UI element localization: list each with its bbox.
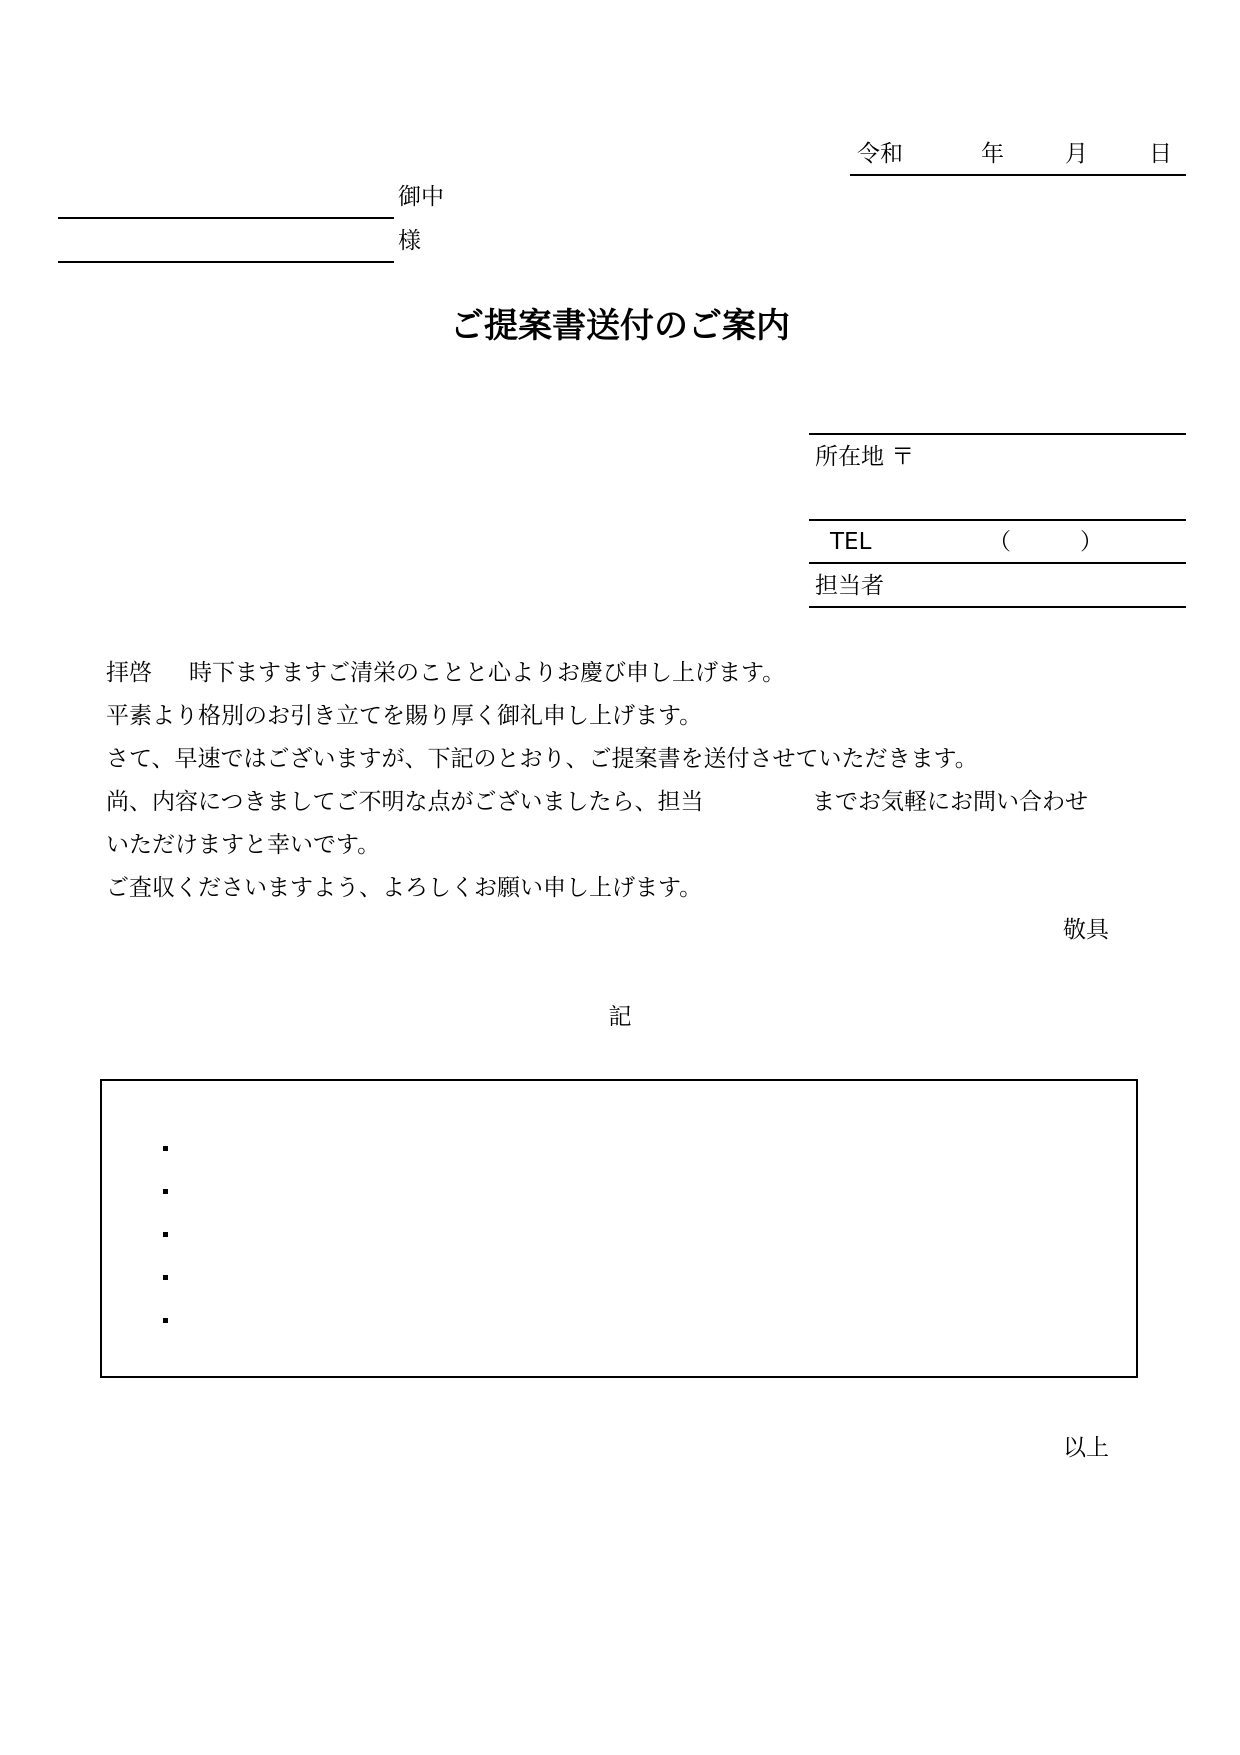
list-bullet [163,1275,168,1280]
list-bullet [163,1189,168,1194]
greeting-opening: 拝啓 [106,660,152,686]
body-line-4-end: までお気軽にお問い合わせ [812,789,1088,815]
date-era-label: 令和 [857,141,903,167]
body-line-4-start: 尚、内容につきましてご不明な点がございましたら、担当 [106,789,704,815]
body-line-2: 平素より格別のお引き立てを賜り厚く御礼申し上げます。 [106,703,703,729]
date-underline [850,174,1186,176]
body-line-5: いただけますと幸いです。 [106,832,381,858]
body-line-1: 時下ますますご清栄のことと心よりお慶び申し上げます。 [189,660,786,686]
ki-heading: 記 [608,1004,632,1030]
recipient-person-line [58,261,394,263]
recipient-company-suffix: 御中 [398,184,444,210]
sender-top-line [809,433,1186,435]
sender-tel-line [809,562,1186,564]
sender-contact-label: 担当者 [815,573,884,599]
recipient-person-suffix: 様 [398,228,421,254]
date-year-label: 年 [981,141,1004,167]
date-month-label: 月 [1065,141,1088,167]
sender-address-line [809,519,1186,521]
list-bullet [163,1232,168,1237]
document-title: ご提案書送付のご案内 [450,306,790,346]
sender-address-label: 所在地 〒 [815,444,915,470]
list-bullet [163,1146,168,1151]
list-bullet [163,1318,168,1323]
date-day-label: 日 [1149,141,1172,167]
sender-tel-label: TEL [830,529,872,555]
sender-contact-line [809,606,1186,608]
body-line-6: ご査収くださいますよう、よろしくお願い申し上げます。 [106,875,703,901]
items-box [100,1079,1138,1378]
body-line-3: さて、早速ではございますが、下記のとおり、ご提案書を送付させていただきます。 [106,746,978,772]
ending-mark: 以上 [1063,1435,1109,1461]
recipient-company-line [58,217,394,219]
sender-tel-open-paren: （ [988,529,1011,555]
closing-salutation: 敬具 [1063,917,1109,943]
sender-tel-close-paren: ） [1080,529,1103,555]
